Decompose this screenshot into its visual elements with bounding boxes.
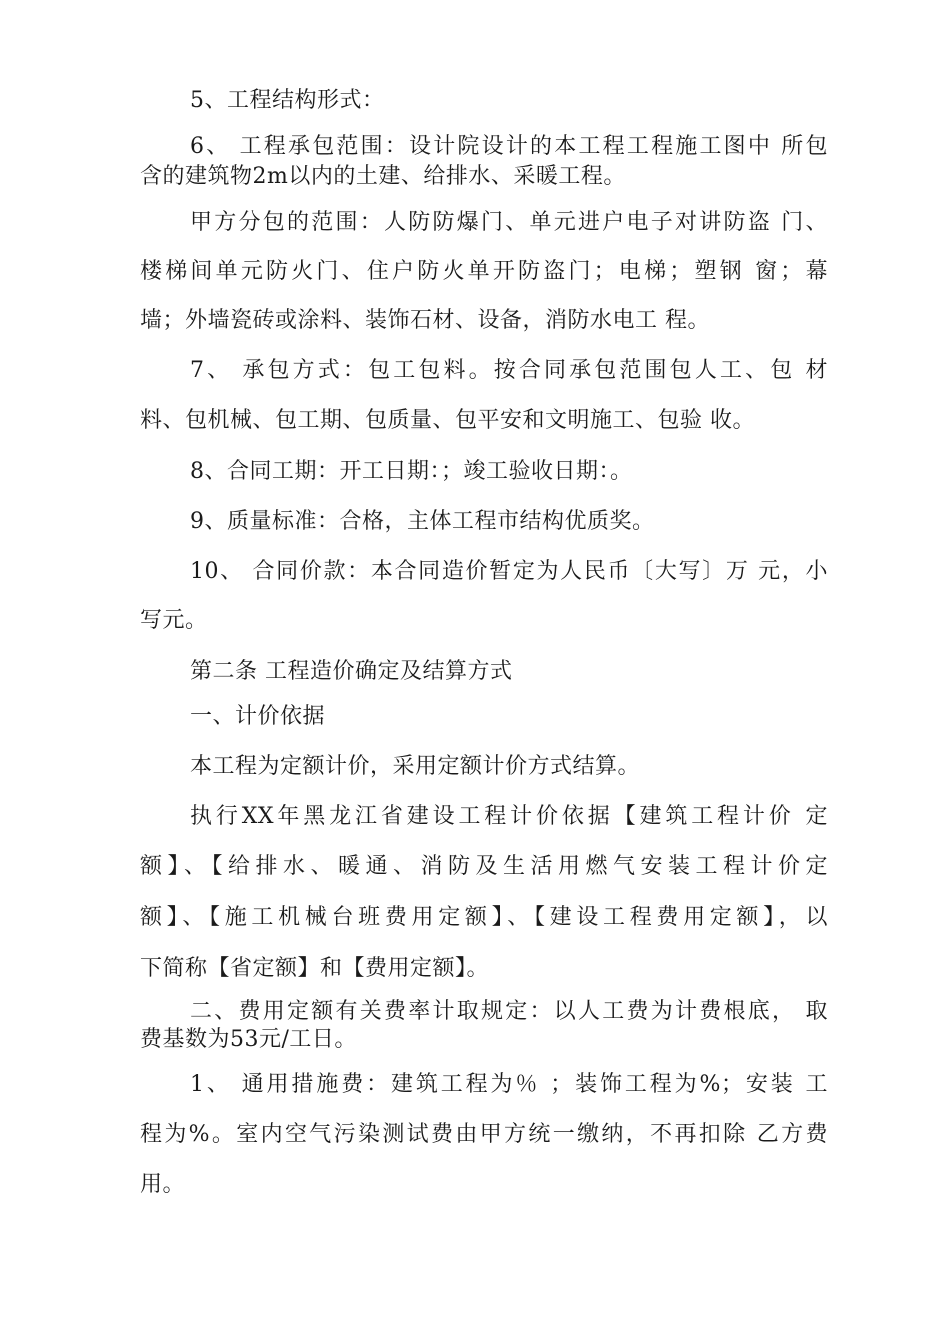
quota-basis-line-2: 额】、【给排水、暖通、消防及生活用燃气安装工程计价定 xyxy=(140,854,828,879)
measure-fee-line-1: 1、 通用措施费：建筑工程为％ ；装饰工程为%；安装 工 xyxy=(190,1072,828,1097)
section-1-heading: 一、计价依据 xyxy=(190,704,326,729)
clause-5: 5、工程结构形式： xyxy=(190,88,385,113)
clause-6-line-2: 含的建筑物2m以内的土建、给排水、采暖工程。 xyxy=(140,164,626,189)
clause-10-line-2: 写元。 xyxy=(140,608,208,633)
section-2-line-1: 二、费用定额有关费率计取规定：以人工费为计费根底， 取 xyxy=(190,999,828,1024)
pricing-basis: 本工程为定额计价，采用定额计价方式结算。 xyxy=(190,754,641,779)
clause-7-line-1: 7、 承包方式：包工包料。按合同承包范围包人工、包 材 xyxy=(190,358,828,383)
quota-basis-line-3: 额】、【施工机械台班费用定额】、【建设工程费用定额】，以 xyxy=(140,905,828,930)
clause-7-line-2: 料、包机械、包工期、包质量、包平安和文明施工、包验 收。 xyxy=(140,408,755,433)
section-2-line-2: 费基数为53元/工日。 xyxy=(140,1027,357,1052)
subcontract-scope-line-3: 墙；外墙瓷砖或涂料、装饰石材、设备，消防水电工 程。 xyxy=(140,308,710,333)
subcontract-scope-line-2: 楼梯间单元防火门、住户防火单开防盗门；电梯；塑钢 窗；幕 xyxy=(140,259,828,284)
measure-fee-line-3: 用。 xyxy=(140,1172,186,1197)
article-2-heading: 第二条 工程造价确定及结算方式 xyxy=(190,659,513,684)
clause-8: 8、合同工期：开工日期：；竣工验收日期：。 xyxy=(190,459,633,484)
clause-6-line-1: 6、 工程承包范围：设计院设计的本工程工程施工图中 所包 xyxy=(190,134,828,159)
clause-10-line-1: 10、 合同价款：本合同造价暂定为人民币〔大写〕万 元，小 xyxy=(190,559,828,584)
clause-9: 9、质量标准：合格，主体工程市结构优质奖。 xyxy=(190,509,655,534)
measure-fee-line-2: 程为%。室内空气污染测试费由甲方统一缴纳，不再扣除 乙方费 xyxy=(140,1122,828,1147)
quota-basis-line-1: 执行XX年黑龙江省建设工程计价依据【建筑工程计价 定 xyxy=(190,804,828,829)
subcontract-scope-line-1: 甲方分包的范围：人防防爆门、单元进户电子对讲防盗 门、 xyxy=(190,210,828,235)
quota-basis-line-4: 下简称【省定额】和【费用定额】。 xyxy=(140,956,490,981)
